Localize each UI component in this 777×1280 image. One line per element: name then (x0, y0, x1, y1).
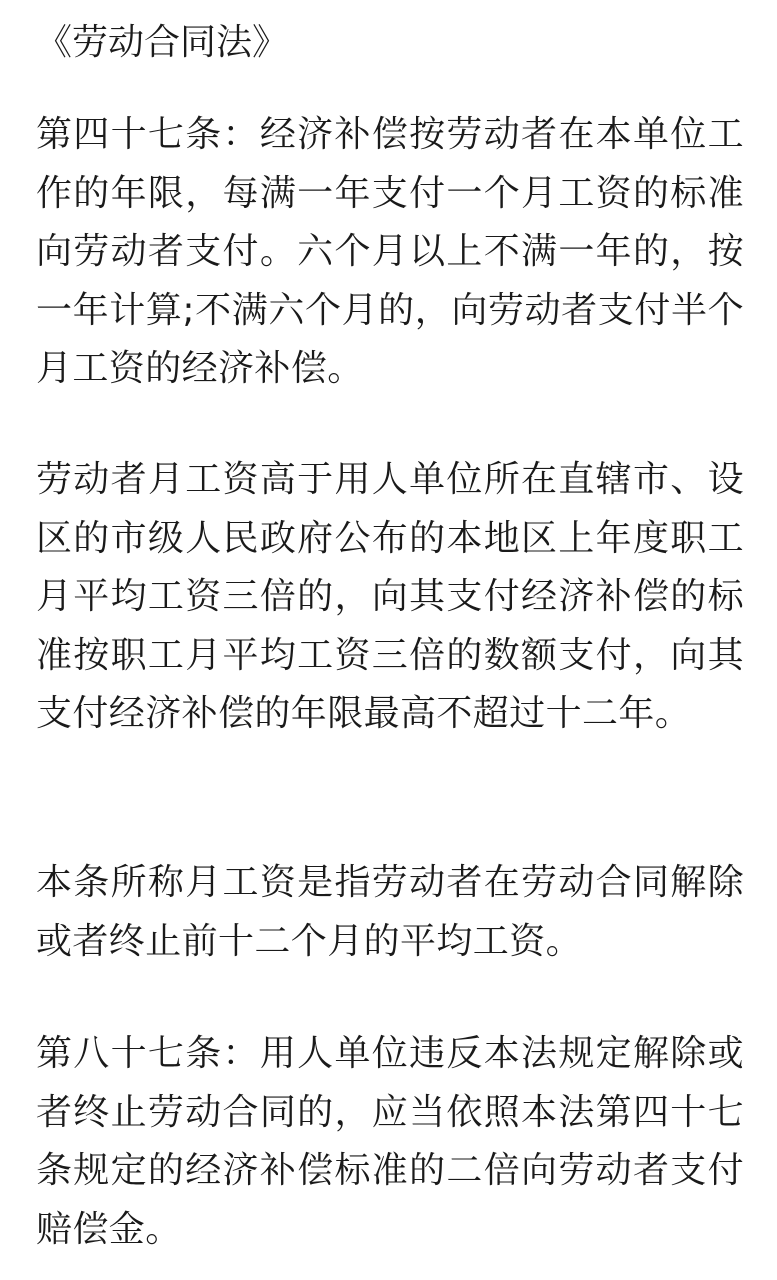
article-47-paragraph: 第四十七条：经济补偿按劳动者在本单位工作的年限，每满一年支付一个月工资的标准向劳动者支付。六个月以上不满一年的，按一年计算;不满六个月的，向劳动者支付半个月工资的经济补偿。 (36, 114, 744, 389)
monthly-wage-definition-paragraph: 本条所称月工资是指劳动者在劳动合同解除或者终止前十二个月的平均工资。 (36, 862, 744, 962)
law-title: 《劳动合同法》 (36, 22, 289, 63)
article-87-paragraph: 第八十七条：用人单位违反本法规定解除或者终止劳动合同的，应当依照本法第四十七条规定的经济补偿标准的二倍向劳动者支付赔偿金。 (36, 1033, 744, 1250)
high-wage-cap-paragraph: 劳动者月工资高于用人单位所在直辖市、设区的市级人民政府公布的本地区上年度职工月平均工资三倍的，向其支付经济补偿的标准按职工月平均工资三倍的数额支付，向其支付经济补偿的年限最高不超过十二年。 (36, 459, 744, 734)
